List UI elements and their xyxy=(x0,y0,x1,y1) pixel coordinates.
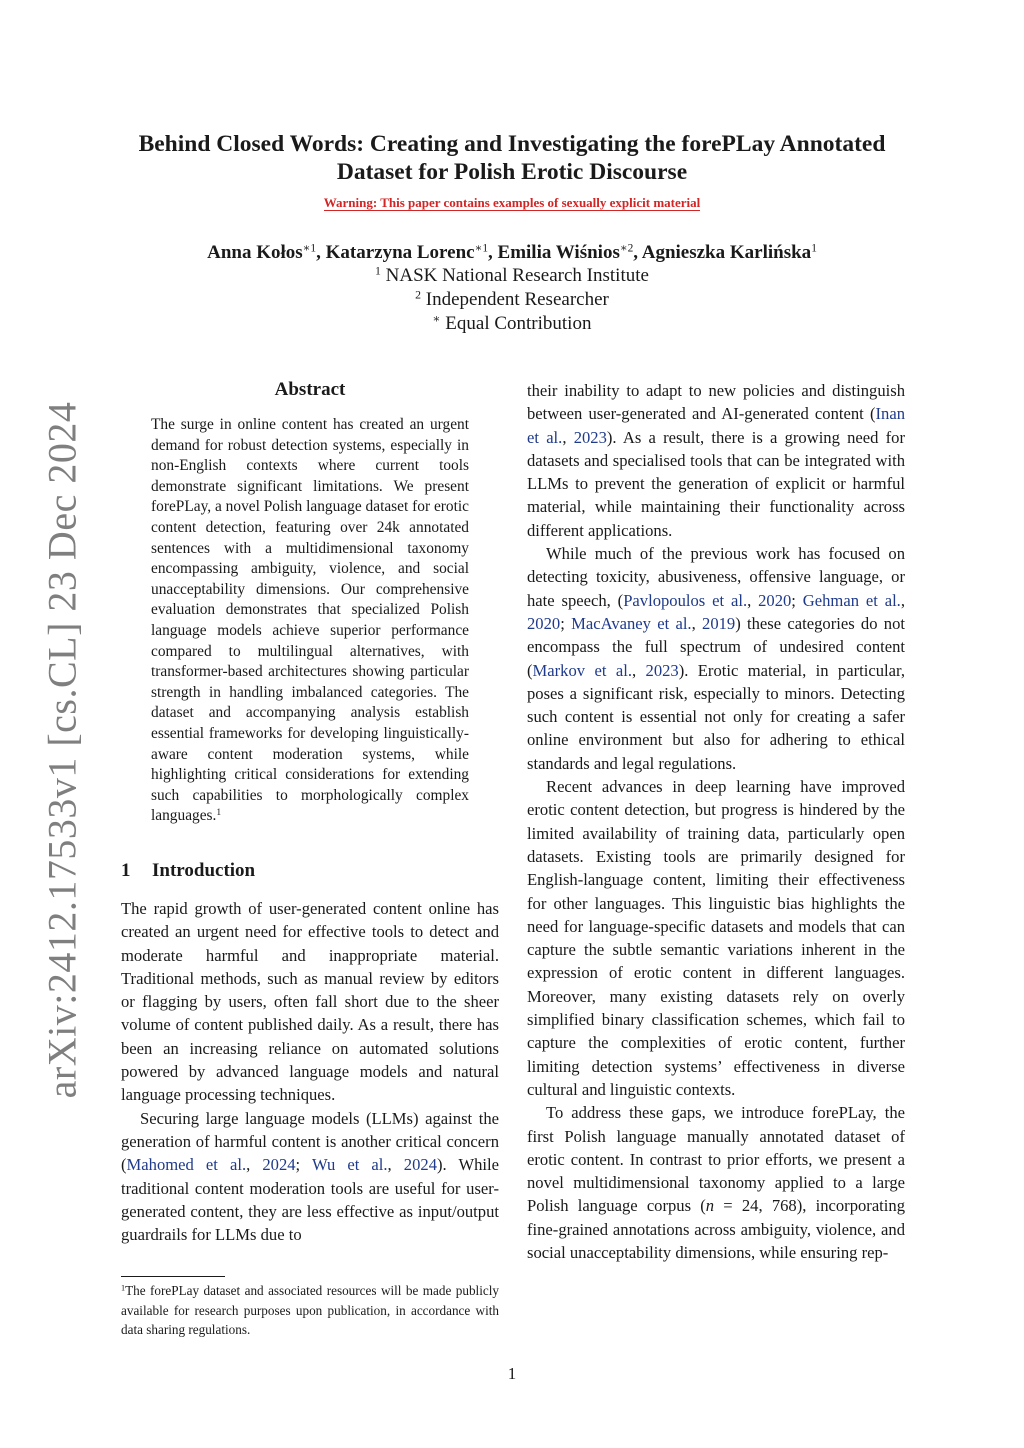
author-name: Katarzyna Lorenc xyxy=(325,242,475,263)
author-separator: , xyxy=(316,242,326,263)
paragraph: Recent advances in deep learning have improved erotic content detection, but progress is hindered by the limited availability of training data, particularly open datasets. Existing tools are primarily designed for English-language content, limiting their effectiveness for other languages. This linguistic bias highlights the need for language-specific datasets and models that can capture the subtle semantic variations inherent in the expression of erotic content in different languages. Moreover, many existing datasets rely on overly simplified binary classification schemes, which fail to capture the complexities of erotic content, further limiting detection systems’ effectiveness in diverse cultural and linguistic contexts. xyxy=(527,777,905,1099)
affiliation-mark: ∗ xyxy=(432,312,441,326)
footnote-divider xyxy=(121,1276,225,1277)
content-warning xyxy=(100,195,924,211)
citation-link[interactable]: Markov et al. xyxy=(532,660,632,680)
paragraph xyxy=(527,379,905,542)
citation-year-link[interactable]: 2023 xyxy=(645,660,679,680)
author-mark: ∗1 xyxy=(302,242,317,255)
footnote-mark: 1 xyxy=(121,1283,126,1293)
affiliation-line xyxy=(100,288,924,312)
paragraph-text: , xyxy=(246,1155,263,1175)
author-separator: , xyxy=(633,242,642,263)
content-warning-text: Warning: This paper contains examples of sexually explicit material xyxy=(323,195,701,210)
paragraph-text: ; xyxy=(791,590,803,610)
paragraph-text: To address these gaps, we introduce forePLay, the first Polish language manually annotated dataset of erotic content. In contrast to prior efforts, we present a novel multidimensional taxonomy applied to a large Polish language corpus ( xyxy=(527,1103,905,1216)
citation-link[interactable]: Wu et al. xyxy=(311,1155,388,1175)
affiliation-line xyxy=(100,312,924,336)
right-column-body xyxy=(527,379,905,1264)
affiliation-line xyxy=(100,264,924,288)
page-number: 1 xyxy=(507,1364,517,1383)
paragraph-text: ; xyxy=(295,1155,312,1175)
math-expression: = 24, 768 xyxy=(714,1196,797,1216)
paragraph xyxy=(121,1107,499,1247)
author-name: Agnieszka Karlińska xyxy=(641,242,812,263)
paragraph-text: , xyxy=(691,613,703,633)
paragraph-text: , xyxy=(900,590,905,610)
author-name: Anna Kołos xyxy=(207,242,303,263)
citation-link[interactable]: MacAvaney et al. xyxy=(571,613,692,633)
author-mark: ∗2 xyxy=(619,242,634,255)
author-list xyxy=(100,241,924,265)
affiliation-mark: 2 xyxy=(415,288,422,302)
paragraph-text: ; xyxy=(560,613,572,633)
citation-link[interactable]: Gehman et al. xyxy=(802,590,901,610)
paragraph-text: ), incorporating fine-grained annotations across ambiguity, violence, and social unacceptability dimensions, while ensuring rep- xyxy=(527,1196,905,1262)
paragraph-text: While much of the previous work has focused on detecting toxicity, abusiveness, offensive language, or hate speech, ( xyxy=(527,544,905,610)
paragraph xyxy=(527,1101,905,1264)
paragraph-text: ). As a result, there is a growing need for datasets and specialised tools that can be integrated with LLMs to prevent the generation of explicit or harmful material, while maintaining their functionality across different applications. xyxy=(527,427,906,540)
author-separator: , xyxy=(488,242,498,263)
paragraph-text: , xyxy=(747,590,759,610)
paragraph-text: , xyxy=(631,660,646,680)
abstract-heading: Abstract xyxy=(274,379,346,400)
paper-title: Behind Closed Words: Creating and Investigating the forePLay Annotated Dataset for Polish Erotic Discourse xyxy=(138,131,886,185)
affiliation-mark: 1 xyxy=(375,264,381,278)
section-number: 1 xyxy=(121,860,131,881)
paragraph-text: ). While traditional content moderation tools are useful for user-generated content, they are less effective as input/output guardrails for LLMs due to xyxy=(121,1155,499,1245)
paragraph xyxy=(527,542,905,775)
paragraph-text: , xyxy=(562,427,574,447)
affiliation-list xyxy=(100,264,924,336)
math-variable: n xyxy=(705,1196,715,1216)
paragraph-text: their inability to adapt to new policies and distinguish between user-generated and AI-generated content ( xyxy=(527,381,905,424)
citation-link[interactable]: Pavlopoulos et al. xyxy=(623,590,748,610)
citation-year-link[interactable]: 2024 xyxy=(262,1155,296,1175)
affiliation-text: Equal Contribution xyxy=(445,313,592,334)
author-mark: ∗1 xyxy=(474,242,489,255)
footnote-text: The forePLay dataset and associated resources will be made publicly available for research purposes upon publication, in accordance with data sharing regulations. xyxy=(121,1283,499,1337)
citation-link[interactable]: Inan et al. xyxy=(527,404,905,447)
paragraph-text: Securing large language models (LLMs) against the generation of harmful content is another critical concern ( xyxy=(121,1108,499,1175)
footnote-ref-mark: 1 xyxy=(216,807,222,819)
citation-year-link[interactable]: 2024 xyxy=(403,1155,437,1175)
footnote xyxy=(121,1281,499,1340)
paragraph-text: , xyxy=(387,1155,404,1175)
section-title: Introduction xyxy=(152,860,256,881)
abstract-body-text: The surge in online content has created an urgent demand for robust detection systems, especially in non-English contexts where current tools demonstrate significant limitations. We present forePLay, a novel Polish language dataset for erotic content detection, featuring over 24k annotated sentences with a multidimensional taxonomy encompassing ambiguity, violence, and social unacceptability dimensions. Our comprehensive evaluation demonstrates that specialized Polish language models achieve superior performance compared to multilingual alternatives, with transformer-based architectures showing particular strength in handling imbalanced categories. The dataset and accompanying analysis establish essential frameworks for developing linguistically-aware content moderation systems, while highlighting critical considerations for extending such capabilities to morphologically complex languages. xyxy=(151,416,469,825)
affiliation-text: NASK National Research Institute xyxy=(385,265,649,286)
abstract-text xyxy=(151,415,469,827)
citation-link[interactable]: Mahomed et al. xyxy=(126,1155,247,1175)
author-mark: 1 xyxy=(811,242,817,255)
paragraph: The rapid growth of user-generated content online has created an urgent need for effective tools to detect and moderate harmful and inappropriate material. Traditional methods, such as manual review by editors or flagging by users, often fall short due to the sheer volume of content published daily. As a result, there has been an increasing reliance on automated solutions powered by advanced language models and natural language processing techniques. xyxy=(121,899,499,1105)
citation-year-link[interactable]: 2019 xyxy=(702,613,736,633)
paragraph-text: ). Erotic material, in particular, poses a significant risk, especially to minors. Detecting such content is essential not only for creating a safer online environment but also for adhering to ethical standards and legal regulations. xyxy=(527,660,905,773)
citation-year-link[interactable]: 2020 xyxy=(527,613,561,633)
left-column-body xyxy=(121,897,499,1246)
paragraph-text: ) these categories do not encompass the full spectrum of undesired content ( xyxy=(527,613,905,680)
citation-year-link[interactable]: 2023 xyxy=(573,427,607,447)
citation-year-link[interactable]: 2020 xyxy=(758,590,792,610)
author-name: Emilia Wiśnios xyxy=(497,242,620,263)
affiliation-text: Independent Researcher xyxy=(425,289,609,310)
arxiv-identifier: arXiv:2412.17533v1 [cs.CL] 23 Dec 2024 xyxy=(39,401,85,1099)
section-heading-introduction xyxy=(121,860,255,882)
